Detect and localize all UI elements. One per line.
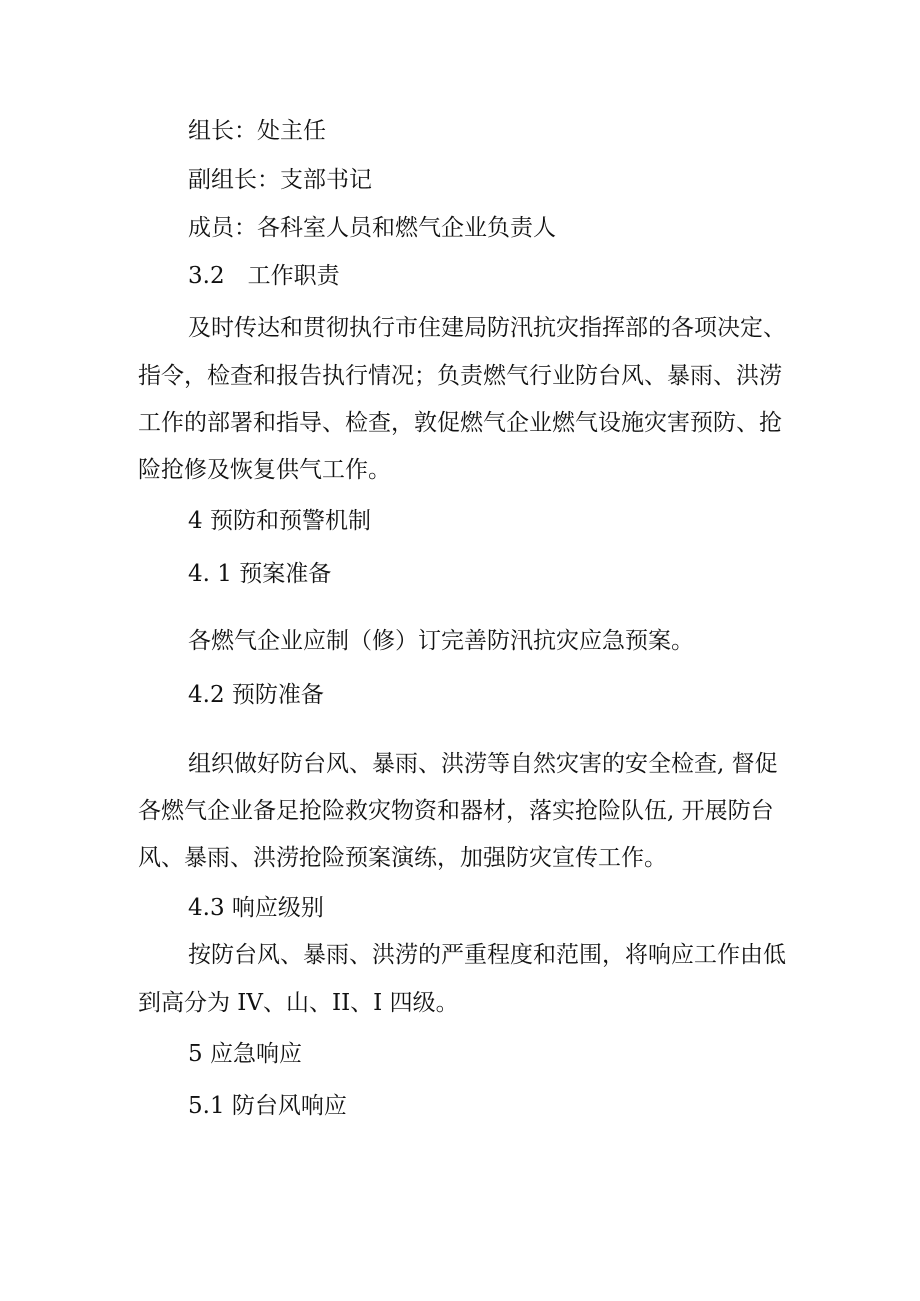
section-heading-4: 4 预防和预警机制 xyxy=(188,508,371,534)
paragraph-line: 及时传达和贯彻执行市住建局防汛抗灾指挥部的各项决定、 xyxy=(188,315,786,341)
section-heading-5-1: 5.1 防台风响应 xyxy=(188,1093,347,1119)
paragraph-line: 险抢修及恢复供气工作。 xyxy=(138,457,391,483)
paragraph-line: 到高分为 IV、山、II、I 四级。 xyxy=(138,990,459,1016)
text-line-team-leader: 组长：处主任 xyxy=(188,118,326,144)
paragraph-line: 各燃气企业应制（修）订完善防汛抗灾应急预案。 xyxy=(188,628,694,654)
paragraph-line: 组织做好防台风、暴雨、洪涝等自然灾害的安全检查, 督促 xyxy=(188,751,778,777)
text-line-members: 成员：各科室人员和燃气企业负责人 xyxy=(188,215,556,241)
section-heading-3-2: 3.2 工作职责 xyxy=(188,263,340,289)
section-heading-5: 5 应急响应 xyxy=(188,1041,302,1067)
text-line-deputy-leader: 副组长：支部书记 xyxy=(188,167,372,193)
paragraph-line: 按防台风、暴雨、洪涝的严重程度和范围，将响应工作由低 xyxy=(188,942,786,968)
section-heading-4-1: 4. 1 预案准备 xyxy=(188,561,332,587)
paragraph-line: 风、暴雨、洪涝抢险预案演练，加强防灾宣传工作。 xyxy=(138,845,667,871)
section-heading-4-2: 4.2 预防准备 xyxy=(188,682,324,708)
paragraph-line: 指令，检查和报告执行情况；负责燃气行业防台风、暴雨、洪涝 xyxy=(138,363,782,389)
paragraph-line: 工作的部署和指导、检查，敦促燃气企业燃气设施灾害预防、抢 xyxy=(138,410,782,436)
paragraph-line: 各燃气企业备足抢险救灾物资和器材，落实抢险队伍, 开展防台 xyxy=(138,798,774,824)
section-heading-4-3: 4.3 响应级别 xyxy=(188,895,324,921)
